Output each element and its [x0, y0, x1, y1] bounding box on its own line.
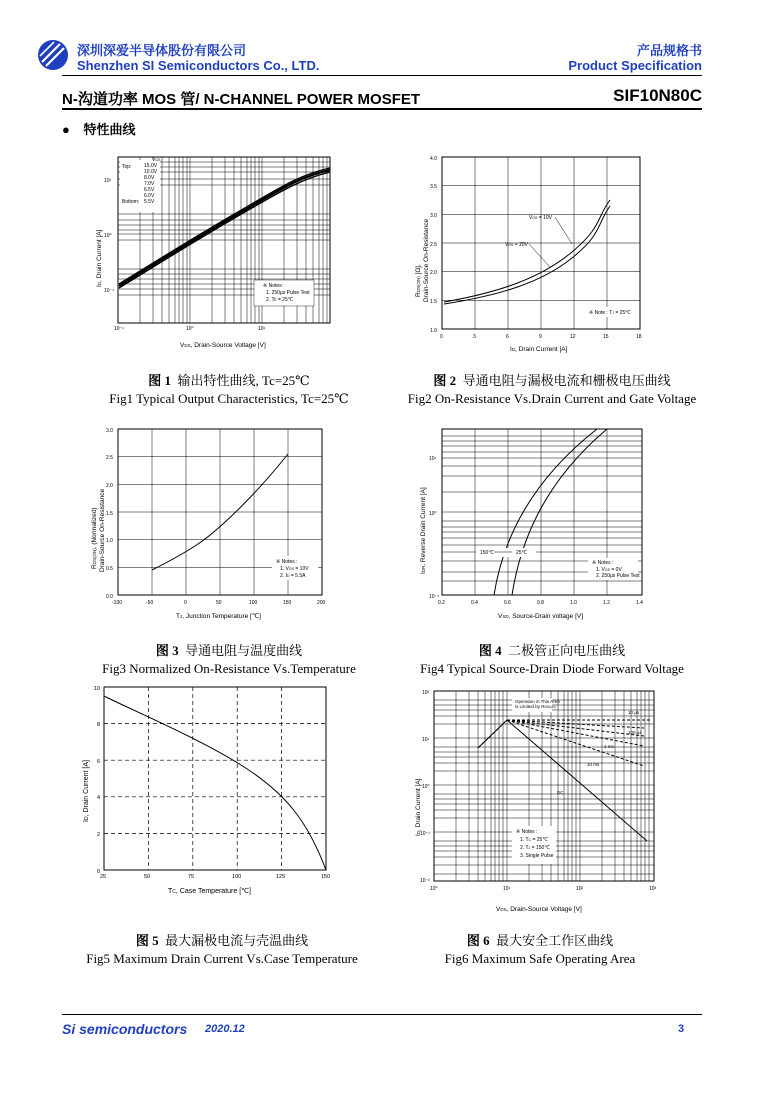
svg-text:※ Notes:: ※ Notes:	[263, 283, 284, 289]
fig2-ylabel-2: Drain-Source On-Resistance	[423, 218, 430, 302]
svg-text:2. TJ = 150℃: 2. TJ = 150℃	[520, 845, 550, 851]
footer-company: Si semiconductors	[62, 1021, 188, 1037]
product-description: N-沟道功率 MOS 管/ N-CHANNEL POWER MOSFET	[62, 91, 421, 108]
svg-text:10¹: 10¹	[422, 737, 430, 743]
svg-text:1 ms: 1 ms	[604, 744, 614, 749]
svg-text:7.0V: 7.0V	[144, 181, 155, 187]
fig3-caption-en: Fig3 Normalized On-Resistance Vs.Temperature	[102, 661, 356, 676]
svg-text:10⁰: 10⁰	[429, 511, 437, 517]
svg-text:2: 2	[97, 832, 101, 838]
svg-text:Operation in This Area: Operation in This Area	[515, 699, 560, 704]
svg-text:VGS = 20V: VGS = 20V	[505, 242, 529, 248]
svg-text:3.0: 3.0	[106, 428, 113, 434]
fig6-xlabel: VDS, Drain-Source Voltage [V]	[496, 906, 582, 913]
svg-text:10⁻¹: 10⁻¹	[104, 288, 114, 294]
section-label: 特性曲线	[83, 122, 136, 137]
svg-text:10: 10	[94, 686, 101, 692]
svg-text:150: 150	[283, 600, 292, 606]
svg-text:0.2: 0.2	[438, 600, 445, 606]
fig2-xlabel: ID, Drain Current [A]	[510, 346, 568, 353]
svg-text:※ Notes :: ※ Notes :	[592, 560, 614, 566]
fig5-xlabel: TC, Case Temperature [℃]	[168, 888, 251, 895]
fig4-ylabel: IDR, Reverse Drain Current [A]	[420, 487, 427, 574]
fig4-caption-en: Fig4 Typical Source-Drain Diode Forward Voltage	[420, 661, 684, 676]
fig1-output-characteristics	[88, 152, 344, 356]
svg-text:※ Notes :: ※ Notes :	[276, 559, 298, 565]
fig4-xlabel: VSD, Source-Drain voltage [V]	[498, 613, 584, 620]
svg-text:200: 200	[317, 600, 326, 606]
fig3-ylabel-2: Drain-Source On-Resistance	[99, 488, 106, 572]
svg-text:1. VGS = 0V: 1. VGS = 0V	[596, 567, 622, 573]
svg-text:3. Single Pulse: 3. Single Pulse	[520, 853, 554, 859]
svg-text:1.0: 1.0	[430, 328, 437, 334]
svg-text:1.2: 1.2	[603, 600, 610, 606]
svg-text:75: 75	[188, 874, 195, 880]
svg-text:10¹: 10¹	[258, 326, 266, 332]
svg-text:6.5V: 6.5V	[144, 187, 155, 193]
svg-text:10⁻¹: 10⁻¹	[114, 326, 124, 332]
svg-text:100: 100	[232, 874, 242, 880]
fig2-caption-en: Fig2 On-Resistance Vs.Drain Current and Gate Voltage	[407, 391, 697, 406]
svg-text:25: 25	[100, 874, 107, 880]
svg-text:2.0: 2.0	[106, 483, 113, 489]
svg-text:1.5: 1.5	[430, 299, 437, 305]
logo-icon	[36, 38, 70, 72]
svg-text:10 ms: 10 ms	[587, 762, 600, 767]
fig5-caption-cn: 图 5 最大漏极电流与壳温曲线	[135, 933, 309, 948]
fig4-source-drain-diode-forward-voltage	[412, 424, 662, 630]
page-number: 3	[678, 1023, 685, 1035]
fig1-ylabel: ID, Drain Current [A]	[96, 229, 103, 287]
svg-text:5.5V: 5.5V	[144, 199, 155, 205]
svg-text:1.0: 1.0	[106, 538, 113, 544]
svg-text:10.0V: 10.0V	[144, 169, 158, 175]
svg-text:2.5: 2.5	[430, 242, 437, 248]
fig4-caption-cn: 图 4 二极管正向电压曲线	[478, 643, 626, 658]
fig3-ylabel-1: RDS(ON), (Normalized)	[91, 507, 98, 569]
svg-text:10⁰: 10⁰	[104, 233, 112, 239]
svg-text:10⁻²: 10⁻²	[420, 878, 430, 884]
svg-text:150℃: 150℃	[480, 550, 494, 556]
svg-text:VGS = 10V: VGS = 10V	[529, 215, 553, 221]
company-name-cn: 深圳深爱半导体股份有限公司	[77, 43, 247, 58]
svg-text:1. 250μs Pulse Test: 1. 250μs Pulse Test	[266, 290, 310, 296]
svg-text:100 μs: 100 μs	[628, 730, 642, 735]
svg-text:0.8: 0.8	[537, 600, 544, 606]
svg-text:Top:: Top:	[122, 164, 132, 170]
svg-text:8: 8	[97, 722, 101, 728]
svg-text:10⁻¹: 10⁻¹	[429, 594, 439, 600]
fig6-max-safe-operating-area	[412, 686, 662, 918]
svg-text:1.5: 1.5	[106, 511, 113, 517]
svg-text:10⁰: 10⁰	[430, 886, 438, 892]
svg-text:-50: -50	[146, 600, 154, 606]
svg-text:1.0: 1.0	[570, 600, 577, 606]
doc-type-en: Product Specification	[568, 58, 702, 73]
svg-text:10 μs: 10 μs	[628, 710, 640, 715]
svg-text:10¹: 10¹	[104, 178, 112, 184]
svg-text:DC: DC	[557, 790, 564, 795]
svg-text:6: 6	[506, 334, 509, 340]
section-bullet: ●	[62, 122, 70, 137]
fig6-ylabel: ID, Drain Current [A]	[415, 778, 422, 836]
svg-text:10⁻¹: 10⁻¹	[420, 831, 430, 837]
svg-text:150: 150	[321, 874, 331, 880]
svg-text:9: 9	[539, 334, 542, 340]
svg-text:12: 12	[570, 334, 576, 340]
svg-text:50: 50	[216, 600, 222, 606]
svg-text:-100: -100	[112, 600, 123, 606]
svg-text:3: 3	[473, 334, 476, 340]
fig3-caption-cn: 图 3 导通电阻与温度曲线	[155, 643, 303, 658]
svg-text:125: 125	[276, 874, 286, 880]
svg-text:10¹: 10¹	[429, 456, 437, 462]
svg-text:4: 4	[97, 795, 101, 801]
fig2-on-resistance-vs-drain-current	[412, 152, 662, 356]
fig6-caption-cn: 图 6 最大安全工作区曲线	[466, 933, 614, 948]
footer-date: 2020.12	[205, 1023, 245, 1035]
svg-text:※ Notes :: ※ Notes :	[516, 829, 538, 835]
svg-text:10⁰: 10⁰	[186, 326, 194, 332]
svg-text:50: 50	[144, 874, 151, 880]
svg-text:10²: 10²	[422, 690, 430, 696]
section-heading	[62, 119, 136, 138]
svg-text:10³: 10³	[649, 886, 657, 892]
svg-text:0: 0	[97, 869, 101, 875]
svg-text:0: 0	[184, 600, 187, 606]
title-rule	[62, 108, 702, 110]
fig1-xlabel: VDS, Drain-Source Voltage [V]	[180, 342, 266, 349]
fig3-xlabel: TJ, Junction Temperature [℃]	[176, 613, 261, 620]
svg-text:25℃: 25℃	[516, 550, 528, 556]
svg-text:2. 250μs Pulse Test: 2. 250μs Pulse Test	[596, 573, 640, 579]
svg-text:0.6: 0.6	[504, 600, 511, 606]
svg-text:0.4: 0.4	[471, 600, 478, 606]
svg-text:18: 18	[636, 334, 642, 340]
fig6-caption-en: Fig6 Maximum Safe Operating Area	[444, 951, 636, 966]
company-name-en: Shenzhen SI Semiconductors Co., LTD.	[77, 58, 320, 73]
svg-text:2. ID = 5.5A: 2. ID = 5.5A	[280, 573, 306, 579]
svg-text:3.0: 3.0	[430, 213, 437, 219]
svg-text:6: 6	[97, 759, 101, 765]
svg-text:1. VGS = 10V: 1. VGS = 10V	[280, 566, 309, 572]
fig2-ylabel-1: RDS(ON) [Ω],	[415, 264, 422, 297]
svg-text:2.5: 2.5	[106, 455, 113, 461]
svg-text:4.0: 4.0	[430, 156, 437, 162]
doc-type-cn: 产品规格书	[636, 43, 702, 58]
svg-text:0.0: 0.0	[106, 594, 113, 600]
svg-text:10²: 10²	[576, 886, 584, 892]
svg-text:1.4: 1.4	[636, 600, 643, 606]
fig5-caption-en: Fig5 Maximum Drain Current Vs.Case Temperature	[86, 951, 358, 966]
svg-text:15.0V: 15.0V	[144, 163, 158, 169]
svg-text:3.5: 3.5	[430, 184, 437, 190]
svg-text:0.5: 0.5	[106, 566, 113, 572]
part-number: SIF10N80C	[613, 86, 702, 105]
fig1-caption-cn: 图 1 输出特性曲线, Tc=25℃	[148, 373, 310, 388]
svg-text:0: 0	[440, 334, 443, 340]
svg-text:10⁰: 10⁰	[422, 784, 430, 790]
svg-text:15: 15	[603, 334, 609, 340]
fig5-max-drain-current-vs-case-temperature	[76, 682, 342, 904]
svg-text:is Limited by RDS(on): is Limited by RDS(on)	[515, 704, 556, 709]
fig2-note: ※ Note : TJ = 25℃	[589, 310, 631, 316]
fig3-normalized-on-resistance-vs-temperature	[88, 424, 344, 630]
svg-text:1. TC = 25℃: 1. TC = 25℃	[520, 837, 548, 843]
fig5-ylabel: ID, Drain Current [A]	[83, 760, 90, 822]
svg-text:2. Tc = 25℃: 2. Tc = 25℃	[266, 297, 294, 303]
svg-text:Bottom:: Bottom:	[122, 199, 140, 205]
fig1-caption-en: Fig1 Typical Output Characteristics, Tc=25℃	[109, 391, 349, 406]
company-logo	[36, 38, 70, 72]
svg-text:VGS: VGS	[152, 157, 161, 163]
svg-text:8.0V: 8.0V	[144, 175, 155, 181]
svg-text:10¹: 10¹	[503, 886, 511, 892]
svg-text:100: 100	[249, 600, 258, 606]
header-rule	[62, 75, 702, 76]
fig2-caption-cn: 图 2 导通电阻与漏极电流和栅极电压曲线	[433, 373, 671, 388]
svg-text:2.0: 2.0	[430, 270, 437, 276]
footer-rule	[62, 1014, 702, 1015]
svg-text:6.0V: 6.0V	[144, 193, 155, 199]
